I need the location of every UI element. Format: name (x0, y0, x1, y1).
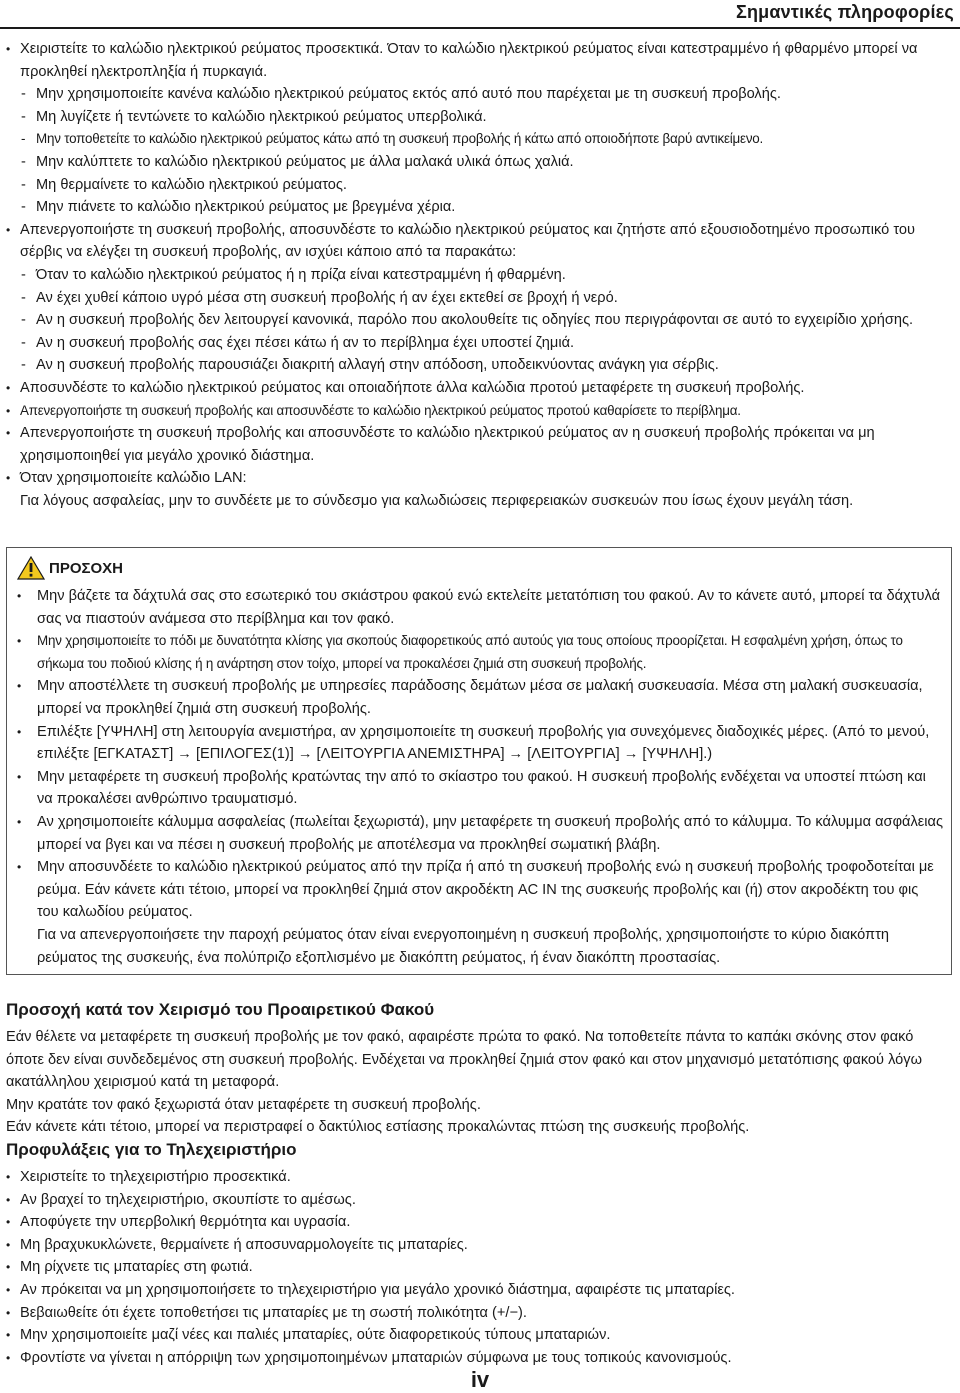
list-item: • Χειριστείτε το τηλεχειριστήριο προσεκτικά. (6, 1166, 954, 1189)
bullet-icon: • (6, 1192, 11, 1207)
bullet-icon: • (6, 1350, 11, 1365)
bullet-icon: • (6, 1260, 11, 1275)
sub-item: - Αν η συσκευή προβολής δεν λειτουργεί κανονικά, παρόλο που ακολουθείτε τις οδηγίες που περιγράφονται σε αυτό το εγχειρίδιο χρήσης. (21, 312, 914, 329)
bullet-icon: • (17, 724, 22, 739)
bullet-icon: • (17, 589, 22, 603)
caution-item: • Επιλέξτε [ΥΨΗΛΗ] στη λειτουργία ανεμιστήρα, αν χρησιμοποιείτε τη συσκευή προβολής για συνεχόμενες διαδοχικές μέρες. (Από το μενού, επιλέξτε [ΕΓΚΑΤΑΣΤ] → [ΕΠΙΛΟΓΕΣ(1)] → [ΛΕΙΤΟΥΡΓΙΑ ΑΝΕΜΙΣΤΗΡΑ] → [ΛΕΙΤΟΥΡΓΙΑ] → [ΥΨΗΛΗ].) (15, 721, 943, 766)
section-title: Προσοχή κατά τον Χειρισμό του Προαιρετικού Φακού (6, 1000, 435, 1019)
caution-item-continuation: Για να απενεργοποιήσετε την παροχή ρεύματος όταν είναι ενεργοποιημένη η συσκευή προβολής, χρησιμοποιήστε το κύριο διακόπτη ρεύματος της συσκευής, ένα πολύπριζο εξοπλισμένο με διακόπτη ρεύματος, ή έναν διακόπτη προστασίας. (37, 926, 890, 966)
caution-list (15, 585, 943, 969)
bullet-icon: • (6, 222, 11, 237)
caution-box (6, 547, 952, 975)
list-item: • Αποφύγετε την υπερβολική θερμότητα και υγρασία. (6, 1211, 954, 1234)
list-item: • Αποσυνδέστε το καλώδιο ηλεκτρικού ρεύματος και οποιαδήποτε άλλα καλώδια προτού μεταφέρετε τη συσκευή προβολής. (6, 377, 954, 400)
bullet-icon: • (6, 471, 11, 486)
list-item: • Απενεργοποιήστε τη συσκευή προβολής και αποσυνδέστε το καλώδιο ηλεκτρικού ρεύματος προτού καθαρίσετε το περίβλημα. (6, 400, 954, 423)
bullet-icon: • (6, 1305, 11, 1320)
bullet-icon: • (6, 426, 11, 441)
header-divider (0, 27, 960, 29)
caution-item: • Μην βάζετε τα δάχτυλά σας στο εσωτερικό του σκιάστρου φακού ενώ εκτελείτε μετατόπιση του φακού. Αν το κάνετε αυτό, μπορεί τα δάχτυλά σας να πιαστούν ανάμεσα στο περίβλημα και τον φακό. (15, 585, 943, 630)
bullet-icon: • (6, 403, 11, 418)
list-item: • Μη ρίχνετε τις μπαταρίες στη φωτιά. (6, 1256, 954, 1279)
paragraph: Εάν κάνετε κάτι τέτοιο, μπορεί να περιστραφεί ο δακτύλιος εστίασης προκαλώντας πτώση της συσκευής προβολής. (6, 1119, 750, 1136)
sub-item: - Αν έχει χυθεί κάποιο υγρό μέσα στη συσκευή προβολής ή αν έχει εκτεθεί σε βροχή ή νερό. (21, 289, 618, 306)
sub-item: - Μη θερμαίνετε το καλώδιο ηλεκτρικού ρεύματος. (21, 176, 347, 193)
remote-section (6, 1138, 954, 1369)
caution-item: • Μην χρησιμοποιείτε το πόδι με δυνατότητα κλίσης για σκοπούς διαφορετικούς από αυτούς για τους οποίους προορίζεται. Η εσφαλμένη χρήση, όπως το σήκωμα του ποδιού κλίσης ή η ανάρτηση στον τοίχο, μπορεί να προκαλέσει ζημιά στη συσκευή προβολής. (15, 630, 943, 675)
lens-section (6, 998, 954, 1139)
caution-item: • Αν χρησιμοποιείτε κάλυμμα ασφαλείας (πωλείται ξεχωριστά), μην μεταφέρετε τη συσκευή προβολής από το κάλυμμα. Το κάλυμμα ασφάλειας μπορεί να βγει και να πέσει η συσκευή προβολής με αποτέλεσμα να προκληθεί σωματική βλάβη. (15, 811, 943, 856)
bullet-icon: • (6, 42, 11, 56)
list-item: • Αν πρόκειται να μη χρησιμοποιήσετε το τηλεχειριστήριο για μεγάλο χρονικό διάστημα, αφαιρέστε τις μπαταρίες. (6, 1279, 954, 1302)
caution-item: • Μην αποστέλλετε τη συσκευή προβολής με υπηρεσίες παράδοσης δεμάτων μέσα σε μαλακή συσκευασία. Μέσα στη μαλακή συσκευασία, μπορεί να προκληθεί ζημιά στη συσκευή προβολής. (15, 675, 943, 720)
bullet-icon: • (17, 634, 22, 649)
bullet-icon: • (6, 1237, 11, 1252)
safety-list (6, 38, 954, 512)
sub-item: - Μην χρησιμοποιείτε κανένα καλώδιο ηλεκτρικού ρεύματος εκτός από αυτό που παρέχεται με τη συσκευή προβολής. (21, 86, 781, 103)
caution-item: • Μην αποσυνδέετε το καλώδιο ηλεκτρικού ρεύματος από την πρίζα ή από τη συσκευή προβολής ενώ η συσκευή προβολής τροφοδοτείται με ρεύμα. Εάν κάνετε κάτι τέτοιο, μπορεί να προκληθεί ζημιά στον ακροδέκτη AC IN της συσκευής προβολής και (ή) στον ακροδέκτη του φις του καλωδίου ρεύματος. (15, 856, 943, 924)
list-item: • Χειριστείτε το καλώδιο ηλεκτρικού ρεύματος προσεκτικά. Όταν το καλώδιο ηλεκτρικού ρεύματος είναι κατεστραμμένο ή φθαρμένο μπορεί να προκληθεί ηλεκτροπληξία ή πυρκαγιά. (6, 38, 954, 83)
paragraph: Εάν θέλετε να μεταφέρετε τη συσκευή προβολής με τον φακό, αφαιρέστε πρώτα το φακό. Να τοποθετείτε πάντα το καπάκι σκόνης στον φακό όποτε δεν είναι συνδεδεμένος στη συσκευή προβολής. Ενδέχεται να προκληθεί ζημιά στον φακό και στον μηχανισμό μετατόπισης φακού λόγω ακατάλληλου χειρισμού κατά τη μεταφορά. (6, 1029, 922, 1091)
list-item: • Απενεργοποιήστε τη συσκευή προβολής και αποσυνδέστε το καλώδιο ηλεκτρικού ρεύματος αν η συσκευή προβολής πρόκειται να μη χρησιμοποιηθεί για μεγάλο χρονικό διάστημα. (6, 422, 954, 467)
bullet-icon: • (6, 1328, 11, 1343)
section-header-title: Σημαντικές πληροφορίες (735, 2, 954, 22)
bullet-icon: • (6, 1170, 11, 1184)
bullet-icon: • (17, 860, 22, 875)
bullet-icon: • (6, 380, 11, 395)
bullet-icon: • (6, 1282, 11, 1297)
list-item: • Μη βραχυκυκλώνετε, θερμαίνετε ή αποσυναρμολογείτε τις μπαταρίες. (6, 1234, 954, 1257)
sub-item: - Μην καλύπτετε το καλώδιο ηλεκτρικού ρεύματος με άλλα μαλακά υλικά όπως χαλιά. (21, 153, 574, 170)
sub-item: - Αν η συσκευή προβολής σας έχει πέσει κάτω ή αν το περίβλημα έχει υποστεί ζημιά. (21, 334, 575, 351)
list-item-continuation: Για λόγους ασφαλείας, μην το συνδέετε με το σύνδεσμο για καλωδιώσεις περιφερειακών συσκευών που ίσως έχουν μεγάλη τάση. (20, 492, 854, 509)
sub-item: - Μην πιάνετε το καλώδιο ηλεκτρικού ρεύματος με βρεγμένα χέρια. (21, 199, 456, 216)
section-title: Προφυλάξεις για το Τηλεχειριστήριο (6, 1140, 297, 1159)
list-item: • Απενεργοποιήστε τη συσκευή προβολής, αποσυνδέστε το καλώδιο ηλεκτρικού ρεύματος και ζητήστε από εξουσιοδοτημένο προσωπικό του σέρβις να ελέγξει τη συσκευή προβολής, αν ισχύει κάποιο από τα παρακάτω: (6, 219, 954, 264)
bullet-icon: • (17, 814, 22, 829)
bullet-icon: • (17, 679, 22, 694)
list-item: • Φροντίστε να γίνεται η απόρριψη των χρησιμοποιημένων μπαταριών σύμφωνα με τους τοπικούς κανονισμούς. (6, 1347, 954, 1370)
sub-item: - Μη λυγίζετε ή τεντώνετε το καλώδιο ηλεκτρικού ρεύματος υπερβολικά. (21, 108, 487, 125)
list-item: • Βεβαιωθείτε ότι έχετε τοποθετήσει τις μπαταρίες με τη σωστή πολικότητα (+/−). (6, 1302, 954, 1325)
caution-item: • Μην μεταφέρετε τη συσκευή προβολής κρατώντας την από το σκίαστρο του φακού. Η συσκευή προβολής ενδέχεται να υποστεί πτώση και να προκαλέσει ανθρώπινο τραυματισμό. (15, 766, 943, 811)
list-item: • Όταν χρησιμοποιείτε καλώδιο LAN: (6, 467, 954, 490)
sub-item: - Μην τοποθετείτε το καλώδιο ηλεκτρικού ρεύματος κάτω από τη συσκευή προβολής ή κάτω από οποιοδήποτε βαρύ αντικείμενο. (21, 131, 764, 147)
bullet-icon: • (6, 1215, 11, 1230)
bullet-icon: • (17, 769, 22, 784)
sub-item: - Όταν το καλώδιο ηλεκτρικού ρεύματος ή η πρίζα είναι κατεστραμμένη ή φθαρμένη. (21, 266, 566, 283)
caution-heading (17, 556, 123, 580)
page-number: iv (470, 1367, 490, 1392)
paragraph: Μην κρατάτε τον φακό ξεχωριστά όταν μεταφέρετε τη συσκευή προβολής. (6, 1096, 481, 1113)
list-item: • Αν βραχεί το τηλεχειριστήριο, σκουπίστε το αμέσως. (6, 1189, 954, 1212)
warning-icon (17, 556, 45, 580)
list-item: • Μην χρησιμοποιείτε μαζί νέες και παλιές μπαταρίες, ούτε διαφορετικούς τύπους μπαταριών. (6, 1324, 954, 1347)
caution-label: ΠΡΟΣΟΧΗ (49, 559, 124, 577)
sub-item: - Αν η συσκευή προβολής παρουσιάζει διακριτή αλλαγή στην απόδοση, υποδεικνύοντας ανάγκη για σέρβις. (21, 357, 719, 374)
